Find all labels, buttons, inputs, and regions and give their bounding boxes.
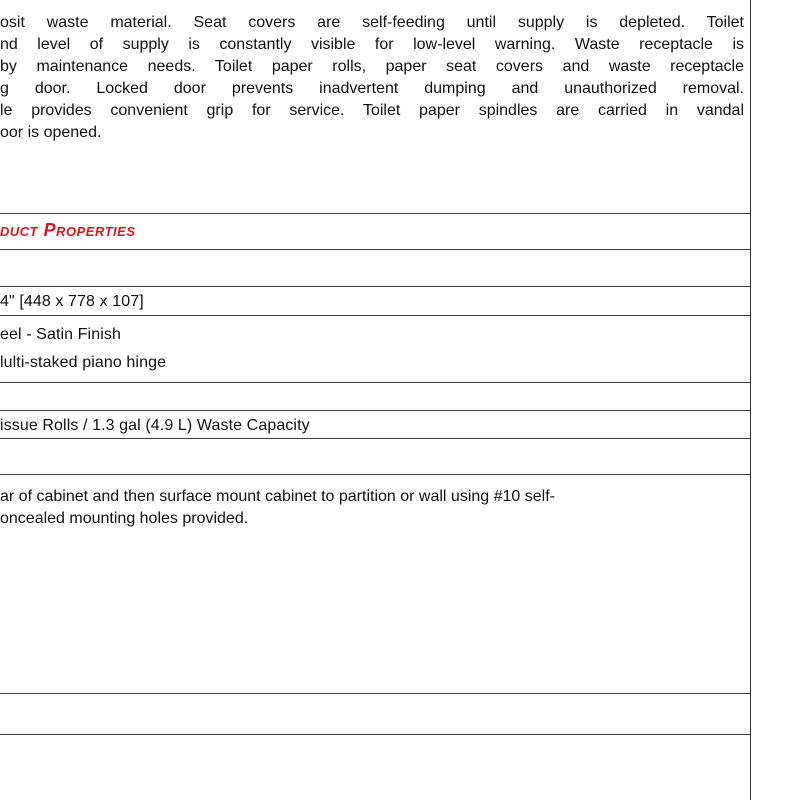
divider xyxy=(0,474,750,475)
divider xyxy=(0,286,750,287)
divider xyxy=(0,410,750,411)
divider xyxy=(0,315,750,316)
description-line: oor is opened. xyxy=(0,124,102,141)
divider xyxy=(0,734,750,735)
divider xyxy=(0,213,750,214)
description-line: osit waste material. Seat covers are self-feeding until supply is depleted. Toilet xyxy=(0,14,744,31)
installation-text xyxy=(0,486,555,530)
property-material: eel - Satin Finish xyxy=(0,326,121,343)
installation-line: ar of cabinet and then surface mount cabinet to partition or wall using #10 self- xyxy=(0,488,555,505)
right-border xyxy=(750,0,751,800)
installation-line: oncealed mounting holes provided. xyxy=(0,510,249,527)
description-line: by maintenance needs. Toilet paper rolls, paper seat covers and waste receptacle xyxy=(0,58,744,75)
property-hinge: lulti-staked piano hinge xyxy=(0,354,167,371)
divider xyxy=(0,382,750,383)
product-description xyxy=(0,12,744,144)
section-title-product-properties: duct Properties xyxy=(0,220,136,240)
description-line: g door. Locked door prevents inadvertent dumping and unauthorized removal. xyxy=(0,80,744,97)
divider xyxy=(0,438,750,439)
divider xyxy=(0,249,750,250)
property-capacity: issue Rolls / 1.3 gal (4.9 L) Waste Capacity xyxy=(0,417,310,434)
divider xyxy=(0,693,750,694)
property-dimensions: 4" [448 x 778 x 107] xyxy=(0,293,144,310)
description-line: le provides convenient grip for service. Toilet paper spindles are carried in vandal xyxy=(0,102,744,119)
description-line: nd level of supply is constantly visible for low-level warning. Waste receptacle is xyxy=(0,36,744,53)
